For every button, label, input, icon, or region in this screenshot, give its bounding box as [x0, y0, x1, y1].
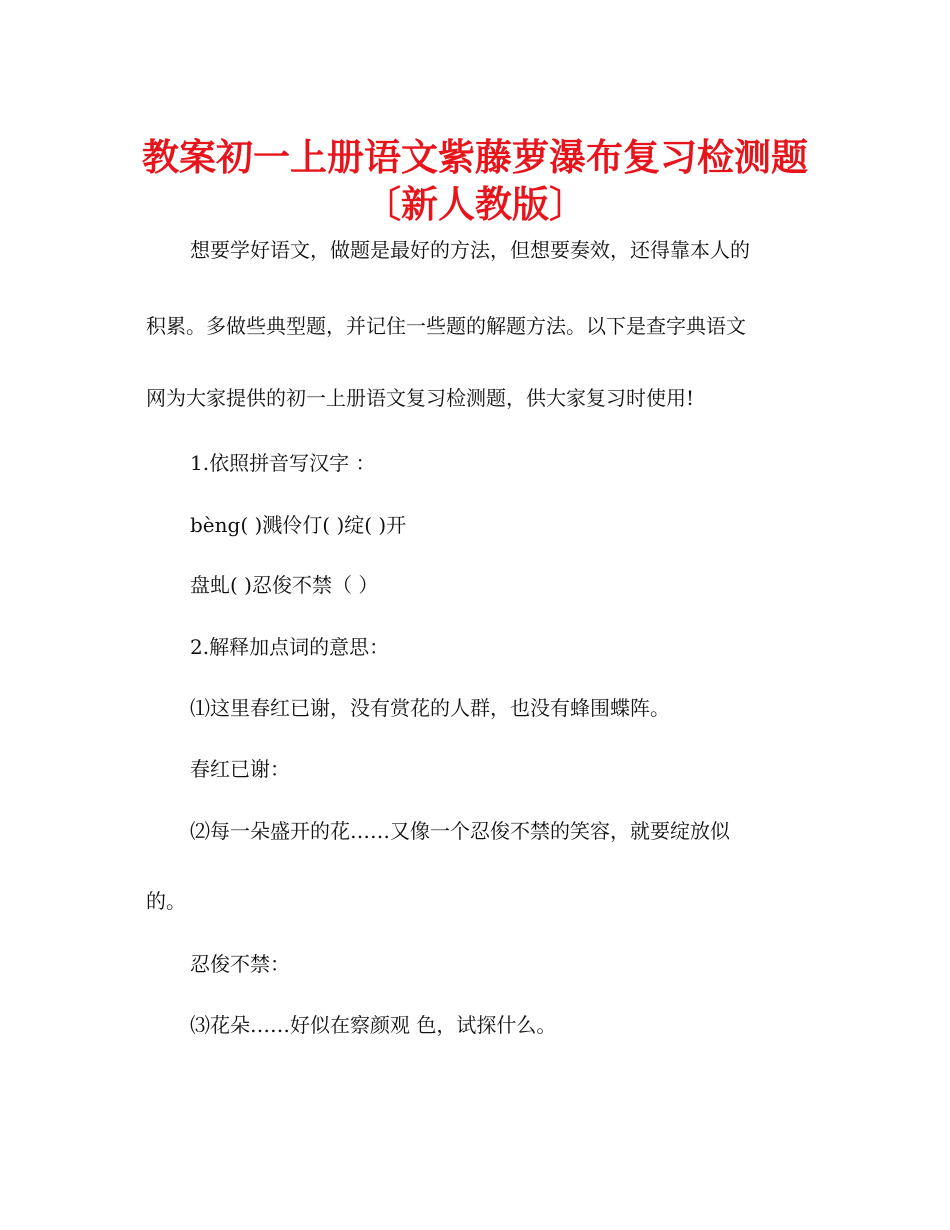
intro-paragraph-line-1: 想要学好语文，做题是最好的方法，但想要奏效，还得靠本人的: [190, 238, 750, 262]
question-2-item-2-answer-label: 忍俊不禁：: [190, 952, 290, 976]
intro-paragraph-line-2: 积累。多做些典型题，并记住一些题的解题方法。以下是查字典语文: [146, 314, 746, 338]
question-1-line-1: bèng( )溅伶仃( )绽( )开: [190, 513, 407, 537]
question-1-heading: 1.依照拼音写汉字 ：: [190, 451, 376, 475]
question-1-line-2: 盘虬( )忍俊不禁（ ）: [190, 573, 379, 597]
document-title-line-1: 教案初一上册语文紫藤萝瀑布复习检测题: [142, 136, 808, 179]
question-2-item-2-line-1: ⑵每一朵盛开的花……又像一个忍俊不禁的笑容，就要绽放似: [190, 819, 730, 843]
question-2-item-1: ⑴这里春红已谢，没有赏花的人群，也没有蜂围蝶阵。: [190, 696, 670, 720]
question-2-heading: 2.解释加点词的意思：: [190, 635, 390, 659]
question-2-item-3: ⑶花朵……好似在察颜观 色，试探什么。: [190, 1013, 557, 1037]
question-2-item-2-line-2: 的。: [146, 889, 186, 913]
intro-paragraph-line-3: 网为大家提供的初一上册语文复习检测题，供大家复习时使用!: [146, 386, 695, 410]
document-title-line-2: 〔新人教版〕: [364, 183, 586, 226]
question-2-item-1-answer-label: 春红已谢：: [190, 757, 290, 781]
